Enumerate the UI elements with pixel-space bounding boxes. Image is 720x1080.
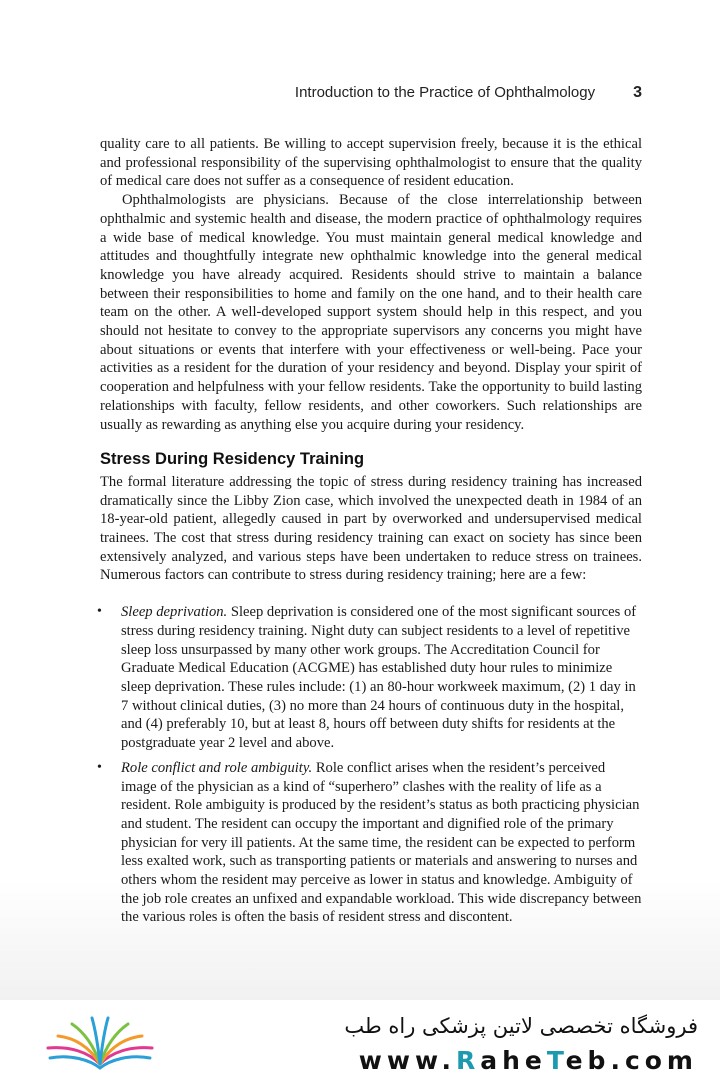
section-intro: The formal literature addressing the topic of stress during residency training has increased dramatically since the Libby Zion case, which involved the unexpected death in 1984 of an 18-year-old patient, allegedly caused in part by overworked and undersupervised medical trainees. The cost that stress during residency training can exact on society has since been extensively analyzed, and various steps have been undertaken to reduce stress on trainees. Numerous factors can contribute to stress during residency training; here are a few: [100, 473, 642, 584]
running-head [100, 84, 642, 102]
url-letter-r: R [455, 1046, 481, 1075]
page-number: 3 [633, 84, 642, 101]
shop-url[interactable] [359, 1046, 698, 1075]
body-text [97, 135, 642, 933]
url-letter-t: T [546, 1046, 566, 1075]
bullet-icon: • [97, 604, 102, 620]
section-heading: Stress During Residency Training [100, 450, 365, 469]
url-suffix: eb.com [565, 1046, 698, 1075]
paragraph-physicians: Ophthalmologists are physicians. Because of the close interrelationship between ophthalmic and systemic health and disease, the modern practice of ophthalmology requires a wide base of medical knowledge. You must maintain general medical knowledge and attitudes and thoughtfully integrate new ophthalmic knowledge into the general medical knowledge you have already acquired. Residents should strive to maintain a balance between their responsibilities to home and family on the one hand, and to their health care team on the other. A well-developed support system should help in this respect, and you should not hesitate to convey to the appropriate supervisors any concerns you might have about situations or events that interfere with your effectiveness or well-being. Pace your activities as a resident for the duration of your residency and beyond. Display your spirit of cooperation and helpfulness with your fellow residents. Take the opportunity to build lasting relationships with faculty, fellow residents, and other coworkers. Such relationships are usually as rewarding as anything else you acquire during your residency. [100, 192, 642, 433]
url-prefix: www. [358, 1046, 456, 1075]
list-item [97, 603, 642, 753]
running-head-title: Introduction to the Practice of Ophthalmology [294, 84, 596, 101]
shop-name: فروشگاه تخصصی لاتین پزشکی راه طب [344, 1014, 698, 1038]
bullet-text: Sleep deprivation is considered one of the most significant sources of stress during residency training. Night duty can subject residents to a level of repetitive sleep loss unsurpassed by many other work groups. The Accreditation Council for Graduate Medical Education (ACGME) has established duty hour rules to minimize sleep deprivation. These rules include: (1) an 80-hour workweek maximum, (2) 1 day in 7 without clinical duties, (3) no more than 24 hours of continuous duty in the hospital, and (4) preferably 10, but at least 8, hours off between duty shifts for residents at the postgraduate year 2 level and above. [121, 604, 637, 752]
list-item [97, 759, 642, 927]
bullet-text: Role conflict arises when the resident’s perceived image of the physician as a kind of “superhero” clashes with the reality of life as a resident. Role ambiguity is produced by the resident’s status as both practicing physician and student. The resident can occupy the important and dignified role of the primary physician for very ill patients. At the same time, the resident can be expected to perform less exalted work, such as transporting patients or materials and answering to nurses and others whom the resident may perceive as lower in status and knowledge. Ambiguity of the job role creates an unfixed and expandable workload. This wide discrepancy between the various roles is often the basis of resident stress and discontent. [121, 759, 642, 926]
bullet-icon: • [97, 759, 102, 775]
open-book-logo-icon [40, 1012, 160, 1074]
bullet-term: Role conflict and role ambiguity. [121, 759, 313, 776]
bullet-list [97, 603, 642, 927]
bullet-term: Sleep deprivation. [121, 604, 228, 621]
paragraph-continuation: quality care to all patients. Be willing to accept supervision freely, because it is the ethical and professional responsibility of the supervising ophthalmologist to ensure that the quality of medical care does not suffer as a consequence of resident education. [100, 136, 642, 190]
url-mid: ahe [480, 1046, 547, 1075]
